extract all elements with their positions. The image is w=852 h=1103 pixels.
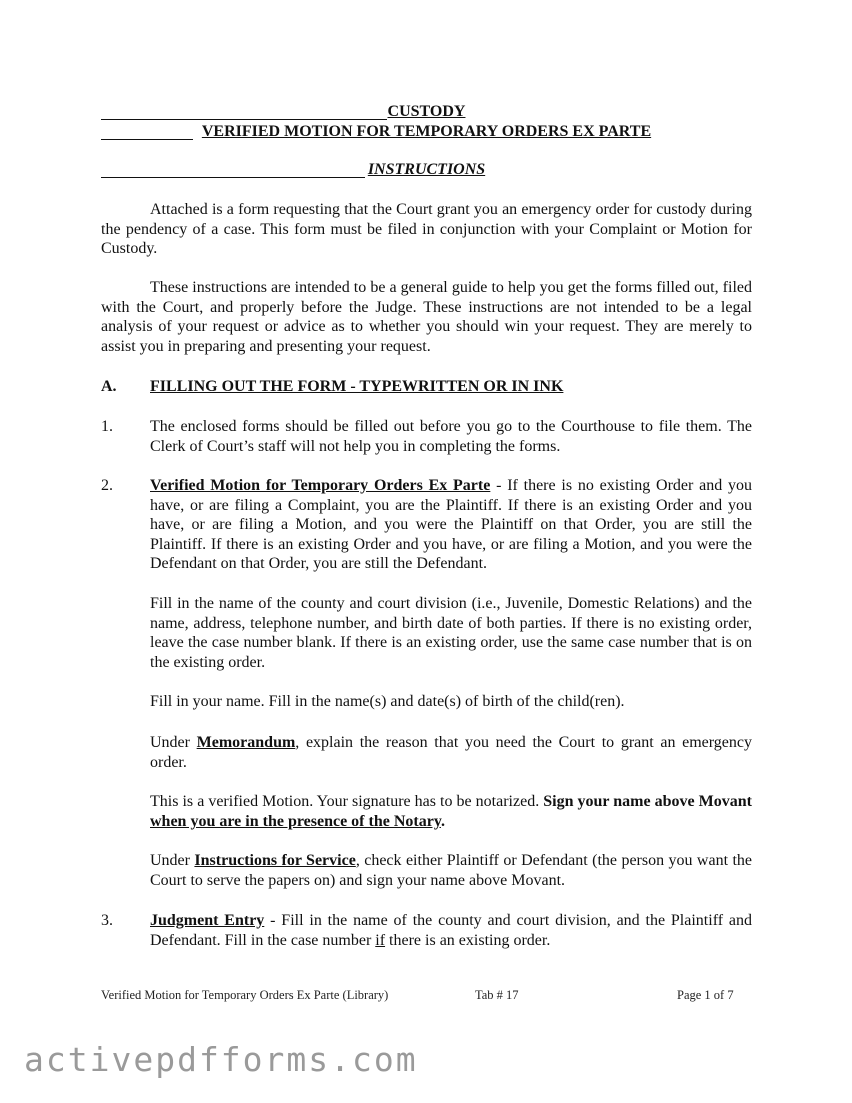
item-3-if: if: [375, 931, 386, 949]
item-2-body: - If there is no existing Order and you have, or are filing a Complaint, you are the Plaintiff. If there is an existing Order and you have, or are filing a Motion, and you were the Plaintiff on that Order, you are still the Plaintiff. If there is an existing Order and you have, or are filing a Motion, and you were the Defendant on that Order, you are still the Defendant.: [150, 477, 752, 572]
instructions-heading: [101, 160, 752, 180]
footer-center: Tab # 17: [475, 988, 519, 1002]
instructions-heading-block: [101, 160, 752, 180]
section-a-heading: [101, 377, 563, 397]
title-line-1: [101, 102, 752, 122]
title-custody: CUSTODY: [387, 103, 466, 120]
p5-pre: This is a verified Motion. Your signature has to be notarized.: [150, 793, 544, 810]
section-a-letter: A.: [101, 378, 117, 395]
item-2-paragraph-6: [150, 851, 752, 890]
title-block: [101, 102, 752, 142]
instructions-label: INSTRUCTIONS: [367, 161, 486, 178]
item-2-paragraph-2: Fill in the name of the county and court division (i.e., Juvenile, Domestic Relations) and the name, address, telephone number, and birth date of both parties. If there is no existing order, leave the case number blank. If there is an existing order, use the same case number that is on the existing order.: [150, 595, 752, 671]
memorandum-term: Memorandum: [196, 734, 296, 751]
item-1-text: The enclosed forms should be filled out before you go to the Courthouse to file them. The Clerk of Court’s staff will not help you in completing the forms.: [150, 418, 752, 455]
title-rule-1: [101, 119, 387, 120]
item-3-body-1: - Fill in the name of the county and court division, and the Plaintiff and Defendant. Fill in the case number: [150, 912, 753, 949]
watermark-text: activepdfforms.com: [24, 1040, 418, 1079]
item-2-number: 2.: [101, 477, 113, 494]
title-line-2: [101, 122, 752, 142]
item-3-body-2: there is an existing order.: [385, 931, 551, 949]
intro-paragraph-1: Attached is a form requesting that the Court grant you an emergency order for custody during the pendency of a case. This form must be filed in conjunction with your Complaint or Motion for Custody.: [101, 201, 752, 257]
item-3-text: [150, 911, 752, 950]
title-rule-2: [101, 139, 193, 140]
p4-post: , explain the reason that you need the Court to grant an emergency order.: [150, 734, 752, 771]
sign-above-movant: Sign your name above Movant: [543, 793, 752, 810]
item-3-number: 3.: [101, 912, 113, 929]
title-motion: VERIFIED MOTION FOR TEMPORARY ORDERS EX PARTE: [201, 123, 652, 140]
p6-pre: Under: [150, 852, 195, 869]
p4-pre: Under: [150, 734, 197, 751]
item-3-title: Judgment Entry: [150, 912, 265, 929]
p6-post: , check either Plaintiff or Defendant (the person you want the Court to serve the papers on) and sign your name above Movant.: [150, 852, 752, 889]
notary-presence: when you are in the presence of the Notary: [150, 812, 441, 830]
intro-paragraph-2: These instructions are intended to be a general guide to help you get the forms filled out, filed with the Court, and properly before the Judge. These instructions are not intended to be a legal analysis of your request or advice as to whether you should win your request. They are merely to assist you in preparing and presenting your request.: [101, 279, 752, 355]
section-a-title: FILLING OUT THE FORM - TYPEWRITTEN OR IN INK: [150, 378, 564, 395]
item-2-paragraph-4: [150, 733, 752, 772]
footer-right: Page 1 of 7: [677, 988, 734, 1002]
item-1-number: 1.: [101, 418, 113, 435]
footer-left: Verified Motion for Temporary Orders Ex Parte (Library): [101, 988, 389, 1002]
item-2-paragraph-5: [150, 792, 752, 831]
instructions-rule: [101, 177, 365, 178]
item-2-paragraph-3: Fill in your name. Fill in the name(s) and date(s) of birth of the child(ren).: [150, 693, 625, 710]
item-2-text: [150, 476, 752, 574]
p5-end: .: [440, 812, 445, 830]
instructions-for-service-term: Instructions for Service: [194, 852, 356, 869]
item-2-title: Verified Motion for Temporary Orders Ex Parte: [150, 477, 491, 494]
